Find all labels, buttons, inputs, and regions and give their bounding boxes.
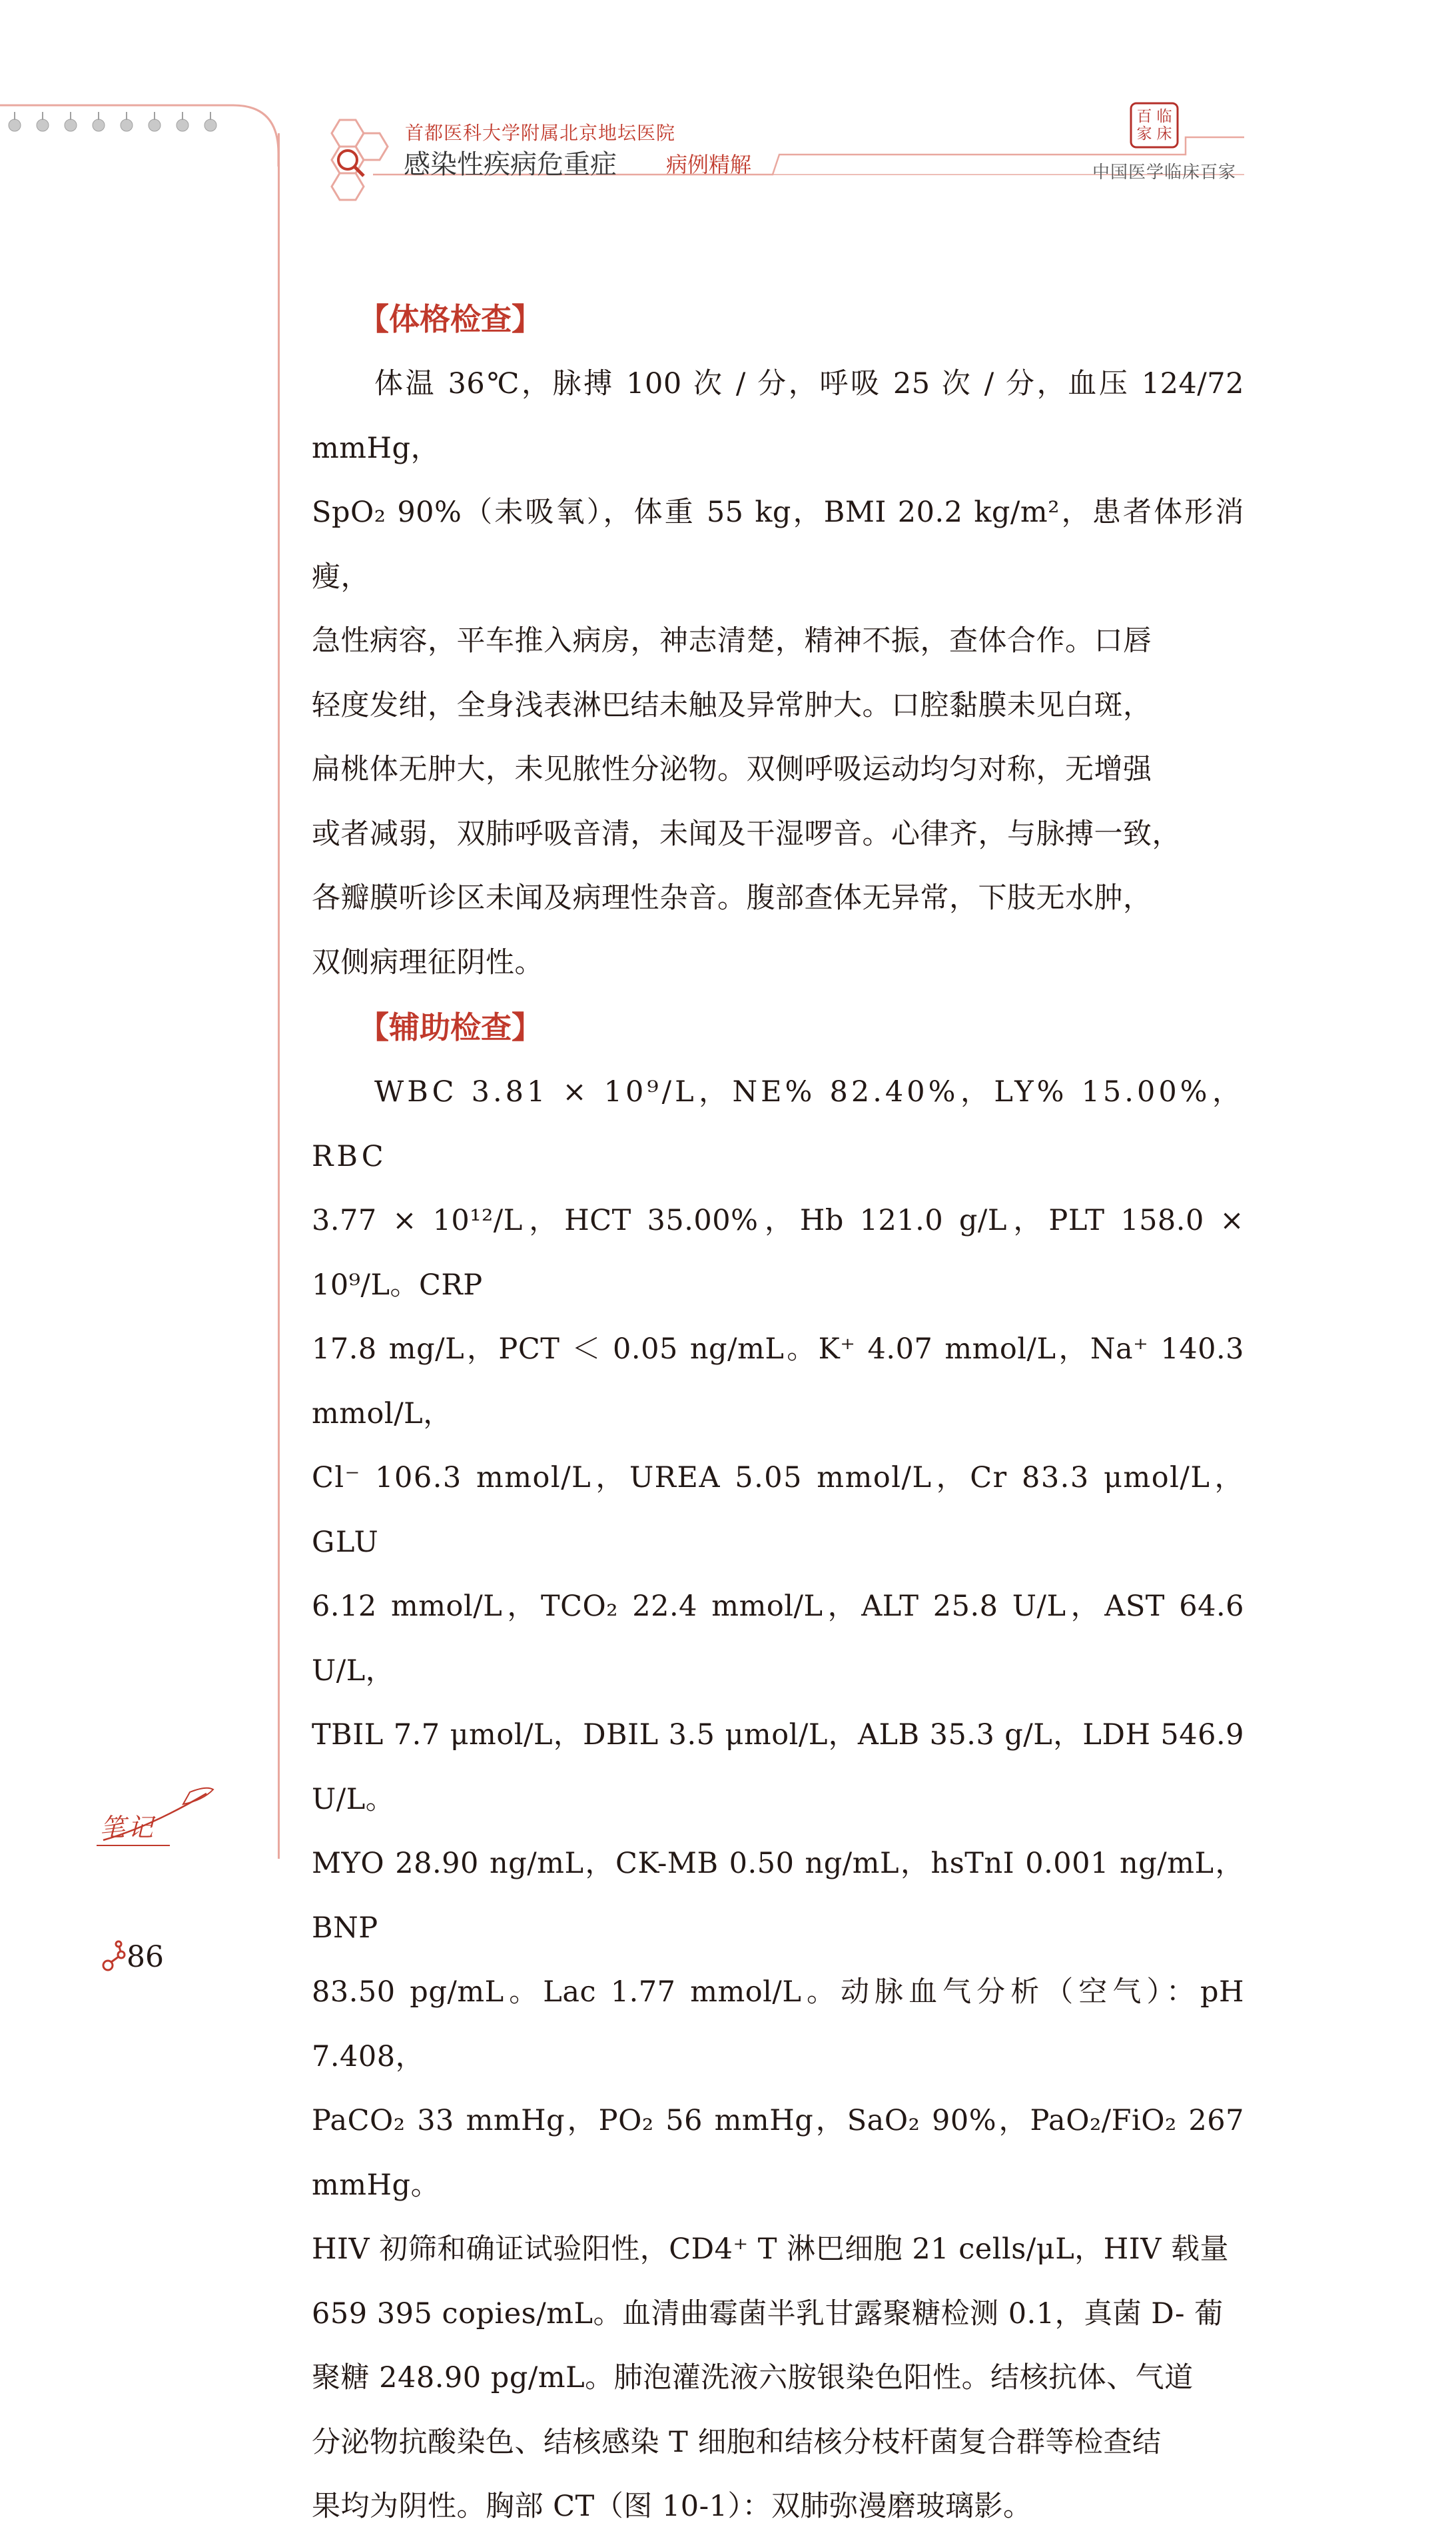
text-line: 分泌物抗酸染色、结核感染 T 细胞和结核分枝杆菌复合群等检查结 [312, 2425, 1162, 2459]
text-line: MYO 28.90 ng/mL，CK-MB 0.50 ng/mL，hsTnI 0.001 ng/mL，BNP [312, 1847, 1244, 1945]
text-line: SpO₂ 90%（未吸氧），体重 55 kg，BMI 20.2 kg/m²，患者体形消瘦， [312, 496, 1244, 594]
book-title: 感染性疾病危重症 [404, 149, 617, 180]
institution-name: 首都医科大学附属北京地坛医院 [405, 122, 676, 144]
text-line: 659 395 copies/mL。血清曲霉菌半乳甘露聚糖检测 0.1，真菌 D- 葡 [312, 2296, 1224, 2330]
seal-glyph: 临 [1156, 108, 1172, 125]
text-line: 聚糖 248.90 pg/mL。肺泡灌洗液六胺银染色阳性。结核抗体、气道 [312, 2361, 1194, 2394]
text-line: 17.8 mg/L，PCT ＜ 0.05 ng/mL。K⁺ 4.07 mmol/L，Na⁺ 140.3 mmol/L， [312, 1332, 1244, 1430]
physical-exam-body [312, 352, 1244, 995]
series-tag: 病例精解 [666, 152, 752, 177]
notes-label: 笔记 [100, 1813, 157, 1842]
page-content [312, 286, 1244, 2539]
seal-text [1129, 101, 1180, 149]
text-line: PaCO₂ 33 mmHg，PO₂ 56 mmHg，SaO₂ 90%，PaO₂/FiO₂ 267 mmHg。 [312, 2104, 1244, 2202]
text-line: 双侧病理征阴性。 [312, 945, 544, 979]
text-line: TBIL 7.7 μmol/L，DBIL 3.5 μmol/L，ALB 35.3 g/L，LDH 546.9 U/L。 [312, 1718, 1244, 1816]
molecule-icon [99, 1940, 129, 1973]
text-line: 体温 36℃，脉搏 100 次 / 分，呼吸 25 次 / 分，血压 124/72 mmHg， [312, 367, 1244, 465]
binding-holes [0, 112, 226, 139]
text-line: HIV 初筛和确证试验阳性，CD4⁺ T 淋巴细胞 21 cells/μL，HIV 载量 [312, 2233, 1230, 2266]
section-title-auxiliary-exam: 【辅助检查】 [358, 1009, 542, 1045]
auxiliary-exam-body [312, 1060, 1244, 2539]
text-line: 扁桃体无肿大，未见脓性分泌物。双侧呼吸运动均匀对称，无增强 [312, 753, 1152, 786]
text-line: 3.77 × 10¹²/L，HCT 35.00%，Hb 121.0 g/L，PLT 158.0 × 10⁹/L。CRP [312, 1204, 1244, 1302]
text-line: 急性病容，平车推入病房，神志清楚，精神不振，查体合作。口唇 [312, 624, 1152, 658]
page-number: 86 [127, 1940, 164, 1974]
text-line: Cl⁻ 106.3 mmol/L，UREA 5.05 mmol/L，Cr 83.3 μmol/L，GLU [312, 1461, 1244, 1559]
seal-glyph: 家 [1136, 125, 1152, 143]
text-line: 83.50 pg/mL。Lac 1.77 mmol/L。动脉血气分析（空气）：pH 7.408， [312, 1975, 1244, 2073]
text-line: 各瓣膜听诊区未闻及病理性杂音。腹部查体无异常，下肢无水肿， [312, 881, 1152, 915]
seal-glyph: 百 [1136, 108, 1152, 125]
seal-glyph: 床 [1156, 125, 1172, 143]
text-line: 6.12 mmol/L，TCO₂ 22.4 mmol/L，ALT 25.8 U/L，AST 64.6 U/L， [312, 1590, 1244, 1688]
text-line: 轻度发绀，全身浅表淋巴结未触及异常肿大。口腔黏膜未见白斑， [312, 688, 1152, 722]
margin-line [278, 133, 280, 1859]
text-line: WBC 3.81 × 10⁹/L，NE% 82.40%，LY% 15.00%，RBC [312, 1075, 1244, 1173]
section-title-physical-exam: 【体格检查】 [358, 301, 542, 337]
text-line: 果均为阴性。胸部 CT（图 10-1）：双肺弥漫磨玻璃影。 [312, 2490, 1032, 2523]
magnifier-hexagon-icon [313, 113, 400, 207]
text-line: 或者减弱，双肺呼吸音清，未闻及干湿啰音。心律齐，与脉搏一致， [312, 817, 1181, 851]
publisher-series: 中国医学临床百家 [1092, 163, 1236, 183]
